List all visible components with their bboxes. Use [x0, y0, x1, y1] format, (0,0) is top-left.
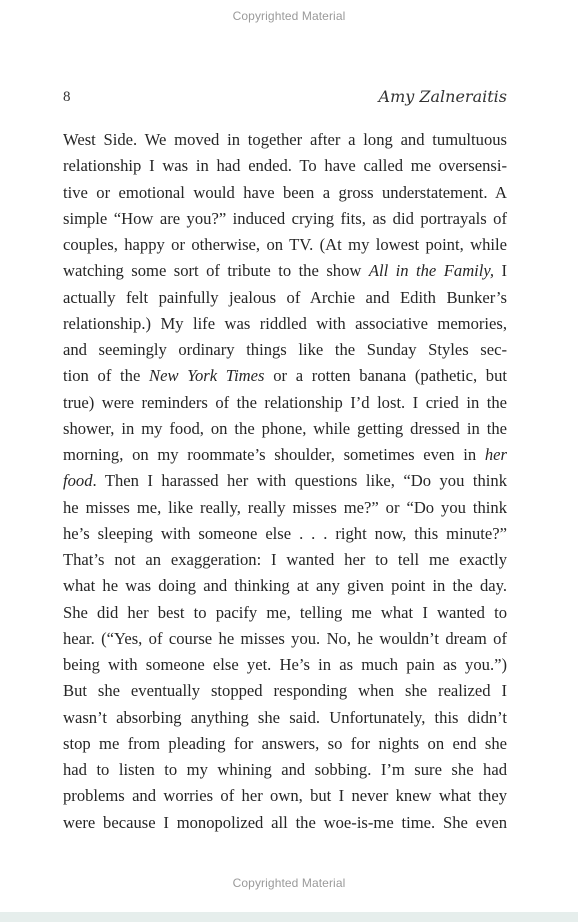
- text-line: [63, 468, 507, 494]
- text-segment: or a rotten banana (pathetic, but: [264, 366, 508, 386]
- text-segment: being with someone else yet. He’s in as much pain as you.”): [63, 655, 507, 674]
- running-head-author: Amy Zalneraitis: [378, 87, 507, 106]
- copyright-watermark-bottom: Copyrighted Material: [232, 876, 346, 890]
- body-text: [63, 127, 507, 836]
- page-bottom-edge: [0, 912, 578, 922]
- text-segment: stop me from pleading for answers, so for nights on end she: [63, 733, 507, 753]
- text-segment: tive or emotional would have been a gross understatement. A: [63, 182, 507, 202]
- text-segment: were because I monopolized all the woe-is-me time. She even: [63, 812, 507, 832]
- text-segment: couples, happy or otherwise, on TV. (At my lowest point, while: [63, 235, 507, 254]
- text-segment: . Then I harassed her with questions like, “Do you think: [92, 471, 507, 491]
- text-line: [63, 390, 507, 416]
- text-segment: actually felt painfully jealous of Archie and Edith Bunker’s: [63, 287, 507, 307]
- text-segment: simple “How are you?” induced crying fits, as did portrayals of: [63, 208, 507, 228]
- text-line: [63, 678, 507, 704]
- text-line: [63, 705, 507, 731]
- text-segment: wasn’t absorbing anything she said. Unfortunately, this didn’t: [63, 707, 507, 727]
- text-segment: tion of the: [63, 366, 150, 386]
- text-segment: he’s sleeping with someone else . . . right now, this minute?”: [63, 523, 507, 543]
- text-segment: relationship.) My life was riddled with associative memories,: [63, 313, 507, 333]
- italic-text: All in the Family,: [368, 261, 494, 281]
- text-line: [63, 442, 507, 468]
- text-segment: watching some sort of tribute to the show: [63, 261, 369, 281]
- text-line: [63, 495, 507, 521]
- text-line: [63, 180, 507, 206]
- text-line: [63, 547, 507, 573]
- text-line: [63, 731, 507, 757]
- text-line: [63, 258, 507, 284]
- text-line: [63, 153, 507, 179]
- text-segment: I: [494, 261, 507, 281]
- text-segment: problems and worries of her own, but I never knew what they: [63, 786, 507, 806]
- text-line: [63, 757, 507, 783]
- italic-text: food: [63, 471, 93, 491]
- text-segment: shower, in my food, on the phone, while getting dressed in the: [63, 418, 507, 438]
- text-line: [63, 285, 507, 311]
- text-segment: West Side. We moved in together after a long and tumultuous: [63, 130, 507, 149]
- text-line: [63, 363, 507, 389]
- text-segment: She did her best to pacify me, telling me what I wanted to: [63, 602, 507, 622]
- italic-text: her: [484, 445, 507, 464]
- text-segment: hear. (“Yes, of course he misses you. No, he wouldn’t dream of: [63, 628, 507, 648]
- text-line: [63, 652, 507, 678]
- text-line: [63, 626, 507, 652]
- text-line: [63, 783, 507, 809]
- text-segment: what he was doing and thinking at any given point in the day.: [63, 576, 507, 596]
- text-line: [63, 232, 507, 258]
- text-line: [63, 416, 507, 442]
- text-segment: he misses me, like really, really misses me?” or “Do you think: [63, 497, 507, 517]
- text-line: [63, 337, 507, 363]
- page-number: 8: [63, 89, 71, 105]
- text-line: [63, 206, 507, 232]
- text-segment: and seemingly ordinary things like the Sunday Styles sec-: [63, 340, 507, 359]
- text-line: [63, 311, 507, 337]
- copyright-watermark-top: Copyrighted Material: [232, 9, 346, 23]
- text-line: [63, 127, 507, 153]
- text-segment: morning, on my roommate’s shoulder, sometimes even in: [63, 445, 485, 464]
- text-segment: relationship I was in had ended. To have called me oversensi-: [63, 156, 507, 176]
- running-head: [63, 87, 507, 109]
- text-segment: That’s not an exaggeration: I wanted her to tell me exactly: [63, 550, 507, 569]
- italic-text: New York Times: [149, 366, 265, 386]
- text-line: [63, 521, 507, 547]
- text-line: [63, 810, 507, 836]
- text-line: [63, 600, 507, 626]
- text-segment: But she eventually stopped responding when she realized I: [63, 681, 507, 701]
- text-line: [63, 573, 507, 599]
- text-segment: true) were reminders of the relationship I’d lost. I cried in the: [63, 392, 507, 412]
- text-segment: had to listen to my whining and sobbing. I’m sure she had: [63, 760, 507, 779]
